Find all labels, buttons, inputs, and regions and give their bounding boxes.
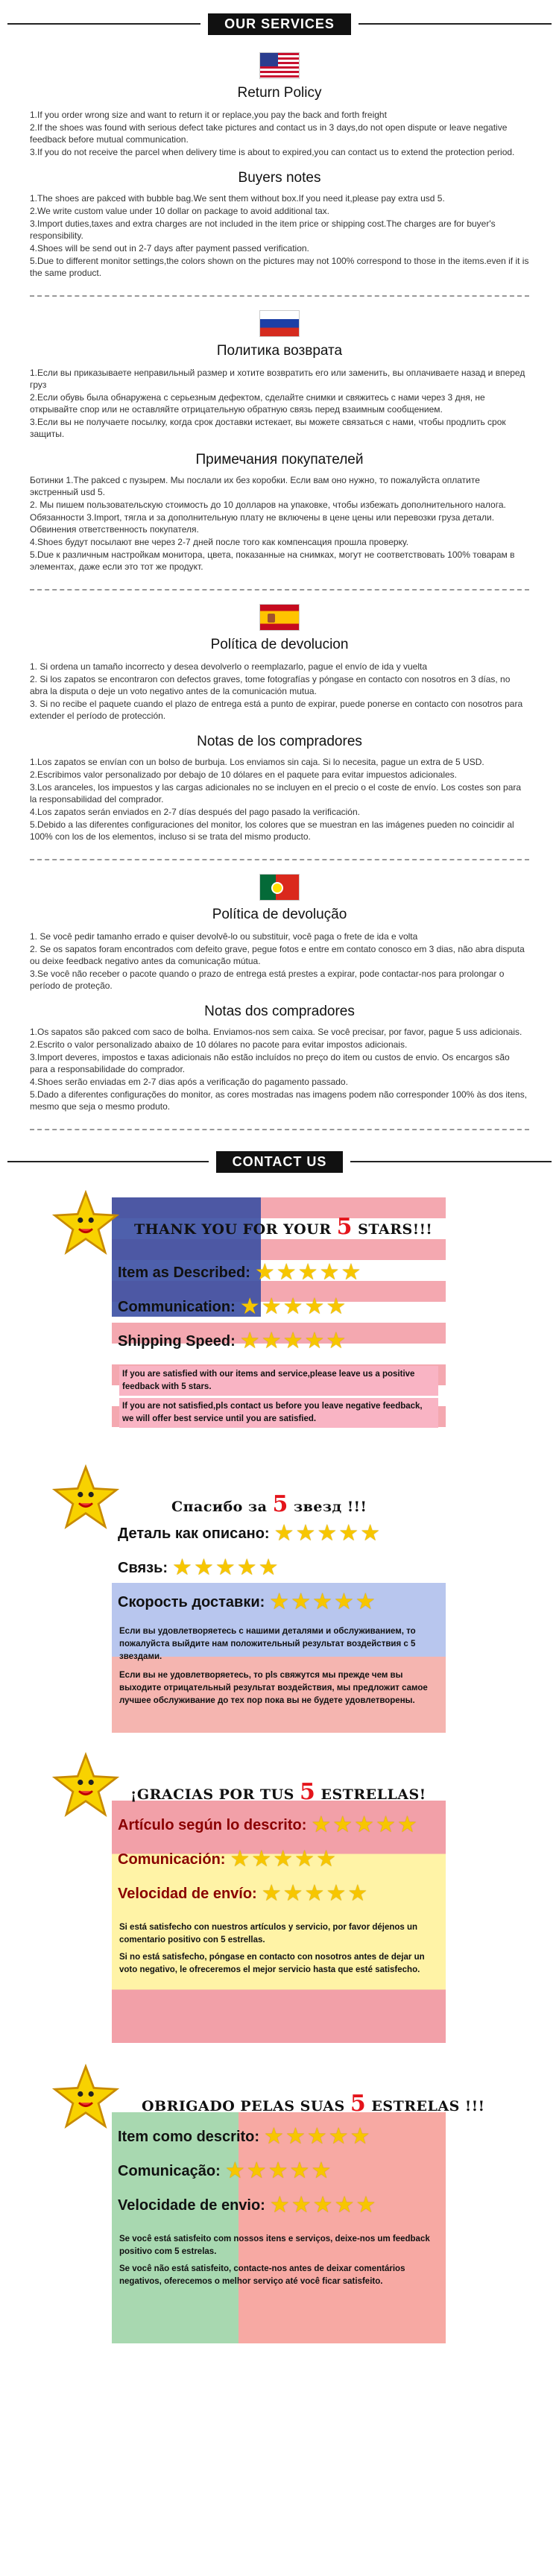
rating-label: Shipping Speed: xyxy=(118,1332,236,1350)
list-item: 3. Si no recibe el paquete cuando el plazo de entrega está a punto de expirar, puede ponerse en contacto con nosotros para extender el período de protección. xyxy=(30,699,523,721)
list-item: 1.Os sapatos são pakced com saco de bolha. Enviamos-nos sem caixa. Se você precisar, por favor, pague 5 uss adicionais. xyxy=(30,1027,522,1037)
star-icon: ★ xyxy=(317,1521,338,1546)
list-item: 4.Shoes serão enviadas em 2-7 dias após a verificação do pagamento passado. xyxy=(30,1077,348,1087)
star-icon: ★ xyxy=(264,2124,284,2149)
star-mascot-icon xyxy=(52,1190,119,1257)
list-item: 3.Если вы не получаете посылку, когда срок доставки истекает, вы можете связаться с нами, чтобы продлить срок защиты. xyxy=(30,417,506,439)
star-icon: ★ xyxy=(239,1329,260,1353)
star-icon: ★ xyxy=(282,1881,303,1906)
services-header xyxy=(0,9,559,39)
star-icon: ★ xyxy=(295,1521,316,1546)
star-rating xyxy=(264,2126,372,2148)
contact-header xyxy=(0,1147,559,1177)
return-policy-list xyxy=(30,930,529,992)
list-item: 5.Due к различным настройкам монитора, цвета, показанные на снимках, могут не соответствовать 100% товарам в элементах, даже если это тот же продукт. xyxy=(30,549,515,572)
section-divider xyxy=(30,1129,529,1130)
buyers-notes-list xyxy=(30,474,529,573)
rating-row xyxy=(112,1808,446,1842)
rating-label: Деталь как описано: xyxy=(118,1525,270,1542)
rating-label: Velocidad de envío: xyxy=(118,1885,257,1902)
star-icon: ★ xyxy=(254,1260,275,1285)
rating-label: Item como descrito: xyxy=(118,2128,260,2145)
feedback-card-pt xyxy=(0,2064,559,2347)
title-before: OBRIGADO PELAS SUAS xyxy=(142,2098,350,2114)
star-icon: ★ xyxy=(172,1555,192,1580)
star-rating xyxy=(230,1848,338,1871)
buyers-notes-title: Buyers notes xyxy=(238,170,321,186)
star-icon: ★ xyxy=(261,1329,282,1353)
note-negative: Если вы не удовлетворяетесь, то pls свяжутся мы прежде чем вы выходите отрицательный результат воздействия, мы предложит самое лучшее обслуживание до тех пор пока вы не будете удовлетворены. xyxy=(119,1671,428,1705)
list-item: 3.If you do not receive the parcel when delivery time is about to expired,you can contact us to extend the protection period. xyxy=(30,147,515,157)
list-item: 2.Escribimos valor personalizado por debajo de 10 dólares en el paquete para evitar impuestos adicionales. xyxy=(30,769,458,780)
rating-row xyxy=(112,1585,446,1619)
lang-section-es xyxy=(0,604,559,843)
list-item: 4.Los zapatos serán enviados en 2-7 días después del pago pasado la verificación. xyxy=(30,807,360,817)
star-icon: ★ xyxy=(334,2193,355,2217)
star-icon: ★ xyxy=(312,1590,333,1614)
title-before: ¡GRACIAS POR TUS xyxy=(130,1786,300,1803)
rating-label: Velocidade de envio: xyxy=(118,2196,265,2214)
rating-label: Artículo según lo descrito: xyxy=(118,1816,307,1833)
star-rating xyxy=(311,1814,419,1836)
list-item: 2. Si los zapatos se encontraron con defectos graves, tome fotografías y póngase en contacto con nosotros en 3 días, no abra la disputa o deje un voto negativo antes de la comunicación mutua. xyxy=(30,674,511,696)
star-icon: ★ xyxy=(269,2193,290,2217)
card-title xyxy=(134,1214,432,1240)
section-divider xyxy=(30,859,529,860)
star-icon: ★ xyxy=(251,1847,272,1871)
buyers-notes-title: Notas de los compradores xyxy=(197,734,362,749)
rating-label: Comunicação: xyxy=(118,2162,221,2179)
buyers-notes-title: Примечания покупателей xyxy=(195,452,364,467)
russia-flag-icon xyxy=(259,310,300,337)
star-icon: ★ xyxy=(193,1555,214,1580)
title-after: звезд !!! xyxy=(288,1499,367,1515)
star-icon: ★ xyxy=(291,1590,312,1614)
rating-row xyxy=(112,1842,446,1877)
portugal-flag-icon xyxy=(259,874,300,901)
note-positive: Se você está satisfeito com nossos itens e serviços, deixe-nos um feedback positivo com 5 estrelas. xyxy=(119,2235,430,2256)
list-item: 4.Shoes будут посылают вне через 2-7 дней после того как компенсация прошла проверку. xyxy=(30,537,409,547)
title-number: 5 xyxy=(272,1491,288,1517)
star-icon: ★ xyxy=(273,1847,294,1871)
list-item: 1.If you order wrong size and want to return it or replace,you pay the back and forth freight xyxy=(30,110,387,120)
star-rating xyxy=(225,2160,333,2182)
lang-section-pt xyxy=(0,874,559,1112)
star-icon: ★ xyxy=(294,1847,315,1871)
title-after: STARS!!! xyxy=(353,1221,433,1238)
star-icon: ★ xyxy=(355,1590,376,1614)
star-rating xyxy=(270,2194,378,2217)
title-after: ESTRELAS !!! xyxy=(366,2098,485,2114)
list-item: 5.Due to different monitor settings,the colors shown on the pictures may not 100% correspond to those in the items.even if it is the same product. xyxy=(30,256,529,278)
return-policy-list xyxy=(30,367,529,440)
star-rating xyxy=(240,1296,348,1318)
feedback-card-en xyxy=(0,1190,559,1451)
feedback-note xyxy=(112,2233,446,2288)
buyers-notes-list xyxy=(30,1026,529,1112)
star-icon: ★ xyxy=(350,2124,370,2149)
star-icon: ★ xyxy=(328,2124,349,2149)
rating-row xyxy=(112,1551,446,1585)
star-icon: ★ xyxy=(356,2193,376,2217)
list-item: 2.Если обувь была обнаружена с серьезным дефектом, сделайте снимки и свяжитесь с нами через 3 дня, не открывайте спор или не оставляйте отрицательную обратную связь перед взаимным сообщением. xyxy=(30,392,485,415)
lang-section-en xyxy=(0,52,559,279)
header-rule-left xyxy=(7,1161,209,1162)
rating-row xyxy=(112,2120,446,2154)
list-item: 4.Shoes will be send out in 2-7 days after payment passed verification. xyxy=(30,243,309,253)
ratings xyxy=(112,1801,446,1977)
star-icon: ★ xyxy=(326,1294,347,1319)
list-item: 1.Los zapatos se envían con un bolso de burbuja. Los enviamos sin caja. Si lo necesita, pague un extra de 5 USD. xyxy=(30,757,484,767)
star-icon: ★ xyxy=(334,1590,354,1614)
services-title: OUR SERVICES xyxy=(208,13,351,35)
feedback-note xyxy=(112,1921,446,1977)
section-divider xyxy=(30,589,529,591)
list-item: 5.Dado a diferentes configurações do monitor, as cores mostradas nas imagens podem não corresponder 100% às dos itens, mesmo que seja o mesmo produto. xyxy=(30,1089,528,1112)
title-before: THANK YOU FOR YOUR xyxy=(134,1221,337,1238)
ratings xyxy=(112,2112,446,2288)
star-mascot-icon xyxy=(52,2064,119,2131)
card-panel xyxy=(112,2112,446,2343)
list-item: 2.Escrito o valor personalizado abaixo de 10 dólares no pacote para evitar impostos adicionais. xyxy=(30,1039,408,1050)
star-icon: ★ xyxy=(224,2158,245,2183)
star-icon: ★ xyxy=(311,2158,332,2183)
star-icon: ★ xyxy=(261,1881,282,1906)
rating-row xyxy=(112,1877,446,1911)
title-after: ESTRELLAS! xyxy=(315,1786,426,1803)
star-icon: ★ xyxy=(319,1260,340,1285)
star-icon: ★ xyxy=(289,2158,310,2183)
star-icon: ★ xyxy=(312,2193,333,2217)
star-icon: ★ xyxy=(304,1881,325,1906)
star-icon: ★ xyxy=(306,2124,327,2149)
star-icon: ★ xyxy=(304,1294,325,1319)
rating-row xyxy=(112,1517,446,1551)
usa-flag-icon xyxy=(259,52,300,79)
star-rating xyxy=(255,1262,363,1284)
list-item: 3.Los aranceles, los impuestos y las cargas adicionales no se incluyen en el precio o el coste de envío. Los costes son para la responsabilidad del comprador. xyxy=(30,782,522,804)
star-icon: ★ xyxy=(354,1813,375,1837)
list-item: 3.Se você não receber o pacote quando o prazo de entrega está prestes a expirar, pode contactar-nos para prolongar o período de proteção. xyxy=(30,969,505,991)
rating-label: Communication: xyxy=(118,1298,236,1315)
card-title xyxy=(142,2091,484,2117)
star-icon: ★ xyxy=(239,1294,260,1319)
star-rating xyxy=(269,1591,377,1613)
star-icon: ★ xyxy=(258,1555,279,1580)
star-icon: ★ xyxy=(341,1260,361,1285)
list-item: 3.Import duties,taxes and extra charges are not included in the item price or shipping cost.The charges are for buyer's responsibility. xyxy=(30,218,496,241)
return-policy-title: Return Policy xyxy=(237,85,322,101)
star-icon: ★ xyxy=(304,1329,325,1353)
star-rating xyxy=(172,1557,280,1579)
note-positive: Si está satisfecho con nuestros artículos y servicio, por favor déjenos un comentario positivo con 5 estrellas. xyxy=(119,1923,418,1944)
star-icon: ★ xyxy=(261,1294,282,1319)
header-rule-right xyxy=(350,1161,552,1162)
star-icon: ★ xyxy=(397,1813,417,1837)
rating-row xyxy=(112,1256,446,1290)
list-item: 2. Мы пишем пользовательскую стоимость до 10 долларов на упаковке, чтобы избежать дополнительного налога. xyxy=(30,500,506,510)
list-item: Обязанности 3.Import, тягла и за дополнительную плату не включены в цене цены или перевозки груза детали. Обвинения ответственность покупателя. xyxy=(30,512,495,535)
feedback-card-es xyxy=(0,1752,559,2050)
note-negative: If you are not satisfied,pls contact us before you leave negative feedback, we will offer best service until you are satisfied. xyxy=(119,1398,438,1428)
note-negative: Si no está satisfecho, póngase en contacto con nosotros antes de dejar un voto negativo, le ofreceremos el mejor servicio hasta que esté satisfecho. xyxy=(119,1953,425,1974)
note-negative: Se você não está satisfeito, contacte-nos antes de deixar comentários negativos, oferecemos o melhor serviço até você ficar satisfeito. xyxy=(119,2264,405,2286)
list-item: 1. Se você pedir tamanho errado e quiser devolvê-lo ou substituir, você paga o frete de ida e volta xyxy=(30,931,418,942)
card-title xyxy=(130,1779,426,1805)
star-rating xyxy=(262,1883,370,1905)
star-icon: ★ xyxy=(291,2193,312,2217)
feedback-note xyxy=(112,1366,446,1428)
star-icon: ★ xyxy=(326,1329,347,1353)
rating-row xyxy=(112,2188,446,2223)
star-icon: ★ xyxy=(269,1590,290,1614)
star-icon: ★ xyxy=(276,1260,297,1285)
buyers-notes-title: Notas dos compradores xyxy=(204,1004,355,1019)
title-number: 5 xyxy=(299,1779,316,1805)
star-mascot-icon xyxy=(52,1752,119,1819)
star-icon: ★ xyxy=(274,1521,294,1546)
star-icon: ★ xyxy=(360,1521,381,1546)
star-mascot-icon xyxy=(52,1464,119,1531)
list-item: 1. Si ordena un tamaño incorrecto y desea devolverlo o reemplazarlo, pague el envío de ida y vuelta xyxy=(30,661,427,672)
star-icon: ★ xyxy=(215,1555,236,1580)
star-icon: ★ xyxy=(311,1813,332,1837)
star-icon: ★ xyxy=(282,1329,303,1353)
note-positive: If you are satisfied with our items and service,please leave us a positive feedback with 5 stars. xyxy=(119,1366,438,1396)
rating-label: Comunicación: xyxy=(118,1851,226,1868)
feedback-note xyxy=(112,1625,446,1707)
rating-row xyxy=(112,2154,446,2188)
feedback-card-ru xyxy=(0,1464,559,1739)
ratings xyxy=(112,1509,446,1707)
star-rating xyxy=(274,1522,382,1545)
return-policy-list xyxy=(30,661,529,722)
spain-flag-icon xyxy=(259,604,300,631)
rating-label: Связь: xyxy=(118,1559,168,1576)
star-icon: ★ xyxy=(230,1847,250,1871)
title-number: 5 xyxy=(336,1214,353,1240)
star-icon: ★ xyxy=(297,1260,318,1285)
star-rating xyxy=(240,1330,348,1352)
list-item: 3.Import deveres, impostos e taxas adicionais não estão incluídos no preço do item ou custos de envio. Os encargos são para a responsabilidade do comprador. xyxy=(30,1052,510,1074)
rating-row xyxy=(112,1290,446,1324)
star-icon: ★ xyxy=(326,1881,347,1906)
rating-label: Item as Described: xyxy=(118,1264,250,1281)
list-item: 1.The shoes are pakced with bubble bag.We sent them without box.If you need it,please pay extra usd 5. xyxy=(30,193,445,204)
note-positive: Если вы удовлетворяетесь с нашими деталями и обслуживанием, то пожалуйста выйдите нам положительный результат воздействия с 5 звездами. xyxy=(119,1627,416,1661)
return-policy-title: Политика возврата xyxy=(216,343,343,359)
list-item: 5.Debido a las diferentes configuraciones del monitor, los colores que se muestran en las imágenes pueden no coincidir al 100% con los de los elementos, incluso si se trata del mismo producto. xyxy=(30,819,514,842)
star-icon: ★ xyxy=(338,1521,359,1546)
list-item: 2. Se os sapatos foram encontrados com defeito grave, pegue fotos e entre em contato conosco em 3 dias, não abra disputa ou deixe feedback negativo antes da comunicação mútua. xyxy=(30,944,525,966)
section-divider xyxy=(30,295,529,297)
rating-label: Скорость доставки: xyxy=(118,1593,265,1610)
buyers-notes-list xyxy=(30,756,529,843)
star-icon: ★ xyxy=(285,2124,306,2149)
star-icon: ★ xyxy=(376,1813,396,1837)
list-item: 2.We write custom value under 10 dollar on package to avoid additional tax. xyxy=(30,206,330,216)
contact-title: CONTACT US xyxy=(216,1151,344,1173)
star-icon: ★ xyxy=(347,1881,368,1906)
header-rule-left xyxy=(7,23,200,25)
list-item: 1.Если вы приказываете неправильный размер и хотите возвратить его или заменить, вы оплачиваете назад и вперед груз xyxy=(30,368,525,390)
card-panel xyxy=(112,1509,446,1733)
buyers-notes-list xyxy=(30,192,529,279)
star-icon: ★ xyxy=(268,2158,288,2183)
header-rule-right xyxy=(359,23,552,25)
return-policy-title: Política de devolução xyxy=(212,907,347,922)
star-icon: ★ xyxy=(246,2158,267,2183)
star-icon: ★ xyxy=(282,1294,303,1319)
list-item: 2.If the shoes was found with serious defect take pictures and contact us in 3 days,do not open dispute or leave negative feedback before mutual communication. xyxy=(30,122,508,145)
title-before: Спасибо за xyxy=(171,1499,273,1515)
star-icon: ★ xyxy=(316,1847,336,1871)
title-number: 5 xyxy=(350,2091,367,2117)
star-icon: ★ xyxy=(332,1813,353,1837)
list-item: Ботинки 1.The pakced с пузырем. Мы послали их без коробки. Если вам оно нужно, то пожалуйста оплатите экстренный usd 5. xyxy=(30,475,480,497)
return-policy-title: Política de devolucion xyxy=(210,637,349,652)
card-title xyxy=(171,1491,367,1517)
star-icon: ★ xyxy=(236,1555,257,1580)
card-panel xyxy=(112,1801,446,2043)
lang-section-ru xyxy=(0,310,559,573)
return-policy-list xyxy=(30,109,529,158)
rating-row xyxy=(112,1324,446,1358)
